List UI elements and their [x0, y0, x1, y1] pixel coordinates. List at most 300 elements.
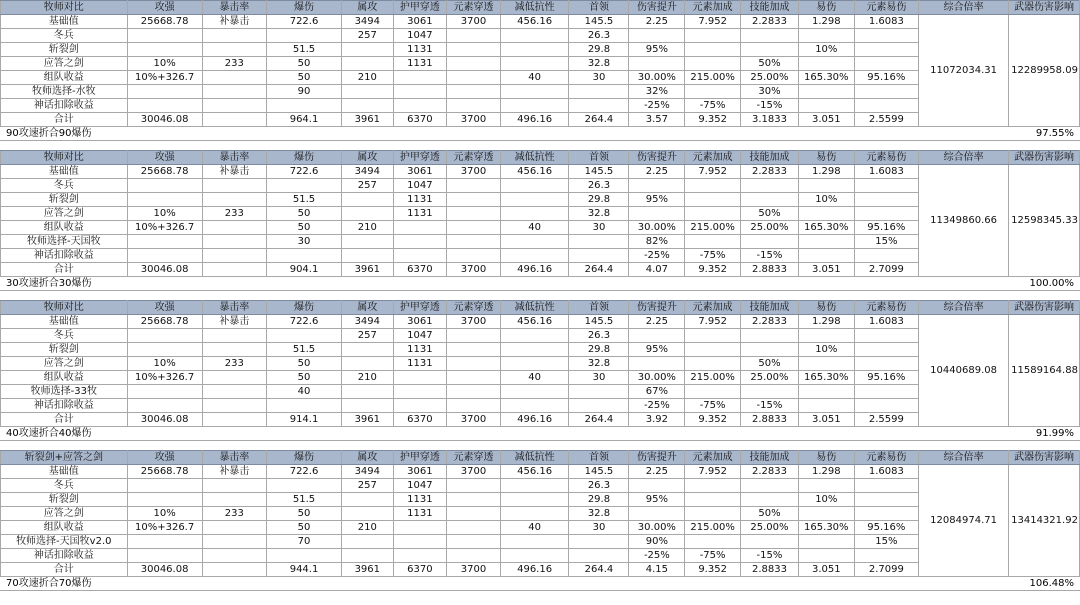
table-cell[interactable]: 2.25 [629, 315, 685, 329]
table-cell[interactable] [569, 85, 629, 99]
table-cell[interactable]: 9.352 [685, 413, 741, 427]
table-cell[interactable]: -15% [741, 399, 799, 413]
table-cell[interactable] [854, 385, 918, 399]
table-cell[interactable] [500, 549, 569, 563]
table-cell[interactable] [798, 479, 854, 493]
table-cell[interactable] [741, 43, 799, 57]
table-cell[interactable] [127, 549, 202, 563]
table-cell[interactable] [685, 57, 741, 71]
table-cell[interactable]: 50 [266, 57, 341, 71]
table-cell[interactable]: 1047 [393, 479, 447, 493]
table-cell[interactable] [127, 249, 202, 263]
table-cell[interactable] [342, 235, 393, 249]
column-header[interactable]: 减低抗性 [500, 1, 569, 15]
table-cell[interactable] [798, 179, 854, 193]
table-cell[interactable]: 25.00% [741, 221, 799, 235]
table-cell[interactable] [798, 329, 854, 343]
table-cell[interactable] [685, 235, 741, 249]
table-cell[interactable]: 26.3 [569, 29, 629, 43]
table-cell[interactable]: 3.051 [798, 413, 854, 427]
table-cell[interactable] [798, 57, 854, 71]
table-cell[interactable] [266, 29, 341, 43]
table-cell[interactable]: 456.16 [500, 165, 569, 179]
table-cell[interactable]: 2.25 [629, 165, 685, 179]
table-cell[interactable]: 165.30% [798, 521, 854, 535]
table-cell[interactable]: 10%+326.7 [127, 371, 202, 385]
table-cell[interactable]: 233 [202, 207, 266, 221]
table-cell[interactable]: 30 [569, 221, 629, 235]
table-cell[interactable]: 10% [127, 207, 202, 221]
table-cell[interactable]: 7.952 [685, 165, 741, 179]
table-cell[interactable] [202, 413, 266, 427]
table-cell[interactable] [127, 535, 202, 549]
table-cell[interactable] [127, 385, 202, 399]
table-cell[interactable]: 30 [266, 235, 341, 249]
block-title[interactable]: 牧师对比 [1, 301, 128, 315]
table-cell[interactable] [741, 29, 799, 43]
table-cell[interactable]: 233 [202, 357, 266, 371]
table-cell[interactable]: 10% [127, 507, 202, 521]
table-cell[interactable] [266, 99, 341, 113]
block-title[interactable]: 牧师对比 [1, 151, 128, 165]
table-cell[interactable] [447, 329, 501, 343]
table-cell[interactable] [202, 549, 266, 563]
table-cell[interactable] [127, 193, 202, 207]
column-header[interactable]: 护甲穿透 [393, 1, 447, 15]
table-cell[interactable] [798, 357, 854, 371]
table-cell[interactable] [342, 193, 393, 207]
table-cell[interactable] [854, 207, 918, 221]
row-label[interactable]: 应答之剑 [1, 357, 128, 371]
table-cell[interactable]: 9.352 [685, 563, 741, 577]
table-cell[interactable]: 2.8833 [741, 563, 799, 577]
weapon-damage-cell[interactable]: 13414321.92 [1009, 465, 1080, 577]
table-cell[interactable]: 3961 [342, 113, 393, 127]
column-header[interactable]: 综合倍率 [919, 151, 1009, 165]
table-cell[interactable] [202, 371, 266, 385]
table-cell[interactable] [447, 207, 501, 221]
table-cell[interactable]: 3.051 [798, 113, 854, 127]
table-cell[interactable] [569, 399, 629, 413]
table-cell[interactable]: 264.4 [569, 563, 629, 577]
table-cell[interactable]: 10% [798, 343, 854, 357]
table-cell[interactable]: 32.8 [569, 207, 629, 221]
table-cell[interactable] [393, 371, 447, 385]
table-cell[interactable] [202, 249, 266, 263]
table-cell[interactable] [342, 357, 393, 371]
table-cell[interactable] [127, 479, 202, 493]
table-cell[interactable] [685, 193, 741, 207]
table-cell[interactable]: 51.5 [266, 343, 341, 357]
table-cell[interactable]: 1131 [393, 357, 447, 371]
column-header[interactable]: 护甲穿透 [393, 301, 447, 315]
table-cell[interactable] [741, 179, 799, 193]
table-cell[interactable] [685, 29, 741, 43]
table-cell[interactable] [629, 57, 685, 71]
table-cell[interactable] [342, 85, 393, 99]
table-cell[interactable] [854, 479, 918, 493]
table-cell[interactable] [500, 235, 569, 249]
table-cell[interactable] [685, 493, 741, 507]
table-cell[interactable]: 40 [500, 221, 569, 235]
column-header[interactable]: 元素加成 [685, 151, 741, 165]
table-cell[interactable]: 3494 [342, 315, 393, 329]
table-cell[interactable]: 30.00% [629, 371, 685, 385]
table-cell[interactable] [342, 535, 393, 549]
table-cell[interactable]: -25% [629, 549, 685, 563]
row-label[interactable]: 应答之剑 [1, 507, 128, 521]
table-cell[interactable]: 215.00% [685, 71, 741, 85]
table-cell[interactable] [447, 507, 501, 521]
table-cell[interactable]: 95.16% [854, 71, 918, 85]
table-cell[interactable] [447, 493, 501, 507]
table-cell[interactable] [393, 549, 447, 563]
table-cell[interactable] [685, 85, 741, 99]
table-cell[interactable]: 3.051 [798, 263, 854, 277]
table-cell[interactable] [741, 535, 799, 549]
column-header[interactable]: 元素穿透 [447, 151, 501, 165]
table-cell[interactable]: 2.2833 [741, 315, 799, 329]
table-cell[interactable]: 145.5 [569, 315, 629, 329]
table-cell[interactable]: 2.7099 [854, 563, 918, 577]
table-cell[interactable]: 32% [629, 85, 685, 99]
table-cell[interactable] [127, 235, 202, 249]
table-cell[interactable] [447, 85, 501, 99]
table-cell[interactable] [127, 329, 202, 343]
table-cell[interactable] [202, 385, 266, 399]
table-cell[interactable]: 3.57 [629, 113, 685, 127]
table-cell[interactable]: 1.298 [798, 465, 854, 479]
table-cell[interactable]: 1131 [393, 343, 447, 357]
table-cell[interactable] [447, 179, 501, 193]
column-header[interactable]: 元素易伤 [854, 301, 918, 315]
table-cell[interactable]: 165.30% [798, 71, 854, 85]
table-cell[interactable] [266, 549, 341, 563]
table-cell[interactable]: 补暴击 [202, 15, 266, 29]
column-header[interactable]: 爆伤 [266, 301, 341, 315]
table-cell[interactable]: 1131 [393, 57, 447, 71]
table-cell[interactable] [202, 521, 266, 535]
table-cell[interactable]: 9.352 [685, 113, 741, 127]
table-cell[interactable] [854, 85, 918, 99]
table-cell[interactable] [202, 71, 266, 85]
table-cell[interactable] [342, 57, 393, 71]
table-cell[interactable] [127, 29, 202, 43]
table-cell[interactable]: 3961 [342, 563, 393, 577]
column-header[interactable]: 爆伤 [266, 451, 341, 465]
table-cell[interactable]: 1047 [393, 179, 447, 193]
column-header[interactable]: 护甲穿透 [393, 451, 447, 465]
block-title[interactable]: 牧师对比 [1, 1, 128, 15]
column-header[interactable]: 暴击率 [202, 151, 266, 165]
row-label[interactable]: 斩裂剑 [1, 343, 128, 357]
table-cell[interactable] [500, 29, 569, 43]
column-header[interactable]: 元素易伤 [854, 151, 918, 165]
table-cell[interactable]: 32.8 [569, 507, 629, 521]
table-cell[interactable] [447, 371, 501, 385]
table-cell[interactable] [798, 549, 854, 563]
column-header[interactable]: 综合倍率 [919, 451, 1009, 465]
table-cell[interactable]: 257 [342, 479, 393, 493]
table-cell[interactable] [500, 507, 569, 521]
table-cell[interactable] [202, 193, 266, 207]
column-header[interactable]: 易伤 [798, 151, 854, 165]
table-cell[interactable]: 26.3 [569, 179, 629, 193]
column-header[interactable]: 元素加成 [685, 451, 741, 465]
column-header[interactable]: 首领 [569, 1, 629, 15]
table-cell[interactable] [447, 193, 501, 207]
table-cell[interactable]: 25668.78 [127, 315, 202, 329]
table-cell[interactable] [127, 179, 202, 193]
table-cell[interactable]: 50 [266, 371, 341, 385]
table-cell[interactable]: 82% [629, 235, 685, 249]
table-cell[interactable] [447, 385, 501, 399]
table-cell[interactable]: -25% [629, 99, 685, 113]
table-cell[interactable] [798, 535, 854, 549]
table-cell[interactable]: 50% [741, 57, 799, 71]
table-cell[interactable]: 3700 [447, 563, 501, 577]
table-cell[interactable]: 722.6 [266, 465, 341, 479]
table-cell[interactable]: 722.6 [266, 165, 341, 179]
table-cell[interactable]: 25.00% [741, 521, 799, 535]
table-cell[interactable]: 10% [798, 43, 854, 57]
table-cell[interactable] [342, 249, 393, 263]
table-cell[interactable]: 264.4 [569, 263, 629, 277]
table-cell[interactable] [798, 385, 854, 399]
column-header[interactable]: 属攻 [342, 451, 393, 465]
row-label[interactable]: 神话扣除收益 [1, 549, 128, 563]
table-cell[interactable]: 2.8833 [741, 263, 799, 277]
table-cell[interactable] [447, 521, 501, 535]
row-label[interactable]: 合计 [1, 563, 128, 577]
table-cell[interactable] [685, 343, 741, 357]
table-cell[interactable]: 95% [629, 193, 685, 207]
table-cell[interactable]: 1.6083 [854, 315, 918, 329]
table-cell[interactable]: -15% [741, 549, 799, 563]
table-cell[interactable]: 3494 [342, 465, 393, 479]
table-cell[interactable] [202, 399, 266, 413]
table-cell[interactable] [393, 399, 447, 413]
column-header[interactable]: 武器伤害影响 [1009, 151, 1080, 165]
table-cell[interactable] [447, 99, 501, 113]
table-cell[interactable]: 3061 [393, 465, 447, 479]
table-cell[interactable]: 50% [741, 357, 799, 371]
combined-multiplier-cell[interactable]: 11349860.66 [919, 165, 1009, 277]
table-cell[interactable] [854, 43, 918, 57]
table-cell[interactable]: 2.5599 [854, 113, 918, 127]
table-cell[interactable]: 1047 [393, 29, 447, 43]
table-cell[interactable]: 30 [569, 521, 629, 535]
table-cell[interactable]: 补暴击 [202, 165, 266, 179]
table-cell[interactable] [202, 99, 266, 113]
column-header[interactable]: 元素易伤 [854, 451, 918, 465]
column-header[interactable]: 减低抗性 [500, 151, 569, 165]
table-cell[interactable] [500, 493, 569, 507]
table-cell[interactable]: 1131 [393, 43, 447, 57]
table-cell[interactable] [741, 329, 799, 343]
column-header[interactable]: 减低抗性 [500, 451, 569, 465]
table-cell[interactable]: 1131 [393, 507, 447, 521]
table-cell[interactable] [629, 507, 685, 521]
column-header[interactable]: 攻强 [127, 451, 202, 465]
column-header[interactable]: 攻强 [127, 151, 202, 165]
column-header[interactable]: 爆伤 [266, 1, 341, 15]
row-label[interactable]: 斩裂剑 [1, 193, 128, 207]
table-cell[interactable]: 145.5 [569, 15, 629, 29]
table-cell[interactable] [447, 399, 501, 413]
table-cell[interactable] [342, 549, 393, 563]
table-cell[interactable]: 3700 [447, 315, 501, 329]
table-cell[interactable]: 233 [202, 507, 266, 521]
table-cell[interactable] [500, 399, 569, 413]
table-cell[interactable]: 95% [629, 43, 685, 57]
row-label[interactable]: 合计 [1, 113, 128, 127]
table-cell[interactable]: 51.5 [266, 43, 341, 57]
table-cell[interactable] [202, 535, 266, 549]
table-cell[interactable] [741, 479, 799, 493]
table-cell[interactable]: 3.051 [798, 563, 854, 577]
table-cell[interactable] [127, 343, 202, 357]
table-cell[interactable]: 3961 [342, 413, 393, 427]
table-cell[interactable]: 904.1 [266, 263, 341, 277]
table-cell[interactable] [202, 29, 266, 43]
table-cell[interactable]: 30 [569, 371, 629, 385]
table-cell[interactable] [500, 479, 569, 493]
table-cell[interactable] [127, 493, 202, 507]
column-header[interactable]: 技能加成 [741, 1, 799, 15]
table-cell[interactable]: -25% [629, 399, 685, 413]
table-cell[interactable]: -75% [685, 549, 741, 563]
row-label[interactable]: 组队收益 [1, 371, 128, 385]
combined-multiplier-cell[interactable]: 10440689.08 [919, 315, 1009, 427]
column-header[interactable]: 首领 [569, 151, 629, 165]
row-label[interactable]: 冬兵 [1, 329, 128, 343]
table-cell[interactable]: 25668.78 [127, 465, 202, 479]
table-cell[interactable]: 15% [854, 535, 918, 549]
column-header[interactable]: 技能加成 [741, 151, 799, 165]
table-cell[interactable] [393, 521, 447, 535]
table-cell[interactable]: 32.8 [569, 57, 629, 71]
table-cell[interactable]: 6370 [393, 563, 447, 577]
table-cell[interactable] [685, 43, 741, 57]
table-cell[interactable]: 10% [127, 357, 202, 371]
table-cell[interactable] [127, 85, 202, 99]
table-cell[interactable]: 3700 [447, 15, 501, 29]
table-cell[interactable]: 4.15 [629, 563, 685, 577]
table-cell[interactable]: 215.00% [685, 521, 741, 535]
table-cell[interactable]: 165.30% [798, 371, 854, 385]
table-cell[interactable] [393, 249, 447, 263]
table-cell[interactable]: 29.8 [569, 493, 629, 507]
table-cell[interactable] [266, 249, 341, 263]
row-label[interactable]: 斩裂剑 [1, 493, 128, 507]
table-cell[interactable] [629, 179, 685, 193]
table-cell[interactable]: 10% [798, 493, 854, 507]
table-cell[interactable] [854, 357, 918, 371]
table-cell[interactable]: 257 [342, 329, 393, 343]
table-cell[interactable]: 456.16 [500, 315, 569, 329]
table-cell[interactable]: 30 [569, 71, 629, 85]
table-cell[interactable]: 210 [342, 221, 393, 235]
column-header[interactable]: 攻强 [127, 1, 202, 15]
row-label[interactable]: 组队收益 [1, 71, 128, 85]
table-cell[interactable] [798, 249, 854, 263]
table-cell[interactable]: -25% [629, 249, 685, 263]
table-cell[interactable]: 25668.78 [127, 165, 202, 179]
table-cell[interactable] [854, 329, 918, 343]
table-cell[interactable] [500, 207, 569, 221]
table-cell[interactable]: 30% [741, 85, 799, 99]
table-cell[interactable]: 1.298 [798, 15, 854, 29]
table-cell[interactable]: 215.00% [685, 221, 741, 235]
table-cell[interactable] [629, 29, 685, 43]
table-cell[interactable]: 233 [202, 57, 266, 71]
table-cell[interactable]: 4.07 [629, 263, 685, 277]
row-label[interactable]: 基础值 [1, 315, 128, 329]
table-cell[interactable]: 90% [629, 535, 685, 549]
column-header[interactable]: 易伤 [798, 451, 854, 465]
table-cell[interactable] [741, 193, 799, 207]
table-cell[interactable]: 3700 [447, 413, 501, 427]
table-cell[interactable]: 50 [266, 357, 341, 371]
table-cell[interactable] [342, 385, 393, 399]
row-label[interactable]: 应答之剑 [1, 57, 128, 71]
table-cell[interactable]: 补暴击 [202, 465, 266, 479]
table-cell[interactable]: 26.3 [569, 329, 629, 343]
table-cell[interactable] [266, 479, 341, 493]
table-cell[interactable] [629, 357, 685, 371]
table-cell[interactable]: 6370 [393, 263, 447, 277]
table-cell[interactable]: 2.25 [629, 15, 685, 29]
table-cell[interactable] [202, 113, 266, 127]
column-header[interactable]: 易伤 [798, 1, 854, 15]
table-cell[interactable] [798, 399, 854, 413]
column-header[interactable]: 武器伤害影响 [1009, 1, 1080, 15]
table-cell[interactable]: 722.6 [266, 15, 341, 29]
column-header[interactable]: 元素加成 [685, 301, 741, 315]
table-cell[interactable]: 1.6083 [854, 15, 918, 29]
table-cell[interactable] [447, 549, 501, 563]
table-cell[interactable] [342, 493, 393, 507]
table-cell[interactable] [447, 57, 501, 71]
table-cell[interactable] [447, 343, 501, 357]
table-cell[interactable]: 15% [854, 235, 918, 249]
table-cell[interactable]: 496.16 [500, 113, 569, 127]
table-cell[interactable]: 50% [741, 207, 799, 221]
column-header[interactable]: 伤害提升 [629, 151, 685, 165]
table-cell[interactable]: 50 [266, 71, 341, 85]
row-label[interactable]: 组队收益 [1, 221, 128, 235]
table-cell[interactable]: -75% [685, 249, 741, 263]
table-cell[interactable]: 944.1 [266, 563, 341, 577]
table-cell[interactable]: 964.1 [266, 113, 341, 127]
table-cell[interactable]: 7.952 [685, 465, 741, 479]
table-cell[interactable]: 30046.08 [127, 563, 202, 577]
table-cell[interactable] [202, 343, 266, 357]
row-label[interactable]: 基础值 [1, 15, 128, 29]
table-cell[interactable] [854, 29, 918, 43]
column-header[interactable]: 武器伤害影响 [1009, 451, 1080, 465]
table-cell[interactable]: 30.00% [629, 221, 685, 235]
table-cell[interactable]: 264.4 [569, 113, 629, 127]
row-label[interactable]: 冬兵 [1, 179, 128, 193]
table-cell[interactable]: 1.6083 [854, 165, 918, 179]
table-cell[interactable]: 6370 [393, 413, 447, 427]
table-cell[interactable] [798, 207, 854, 221]
row-label[interactable]: 基础值 [1, 465, 128, 479]
table-cell[interactable]: 95.16% [854, 521, 918, 535]
table-cell[interactable]: 496.16 [500, 413, 569, 427]
